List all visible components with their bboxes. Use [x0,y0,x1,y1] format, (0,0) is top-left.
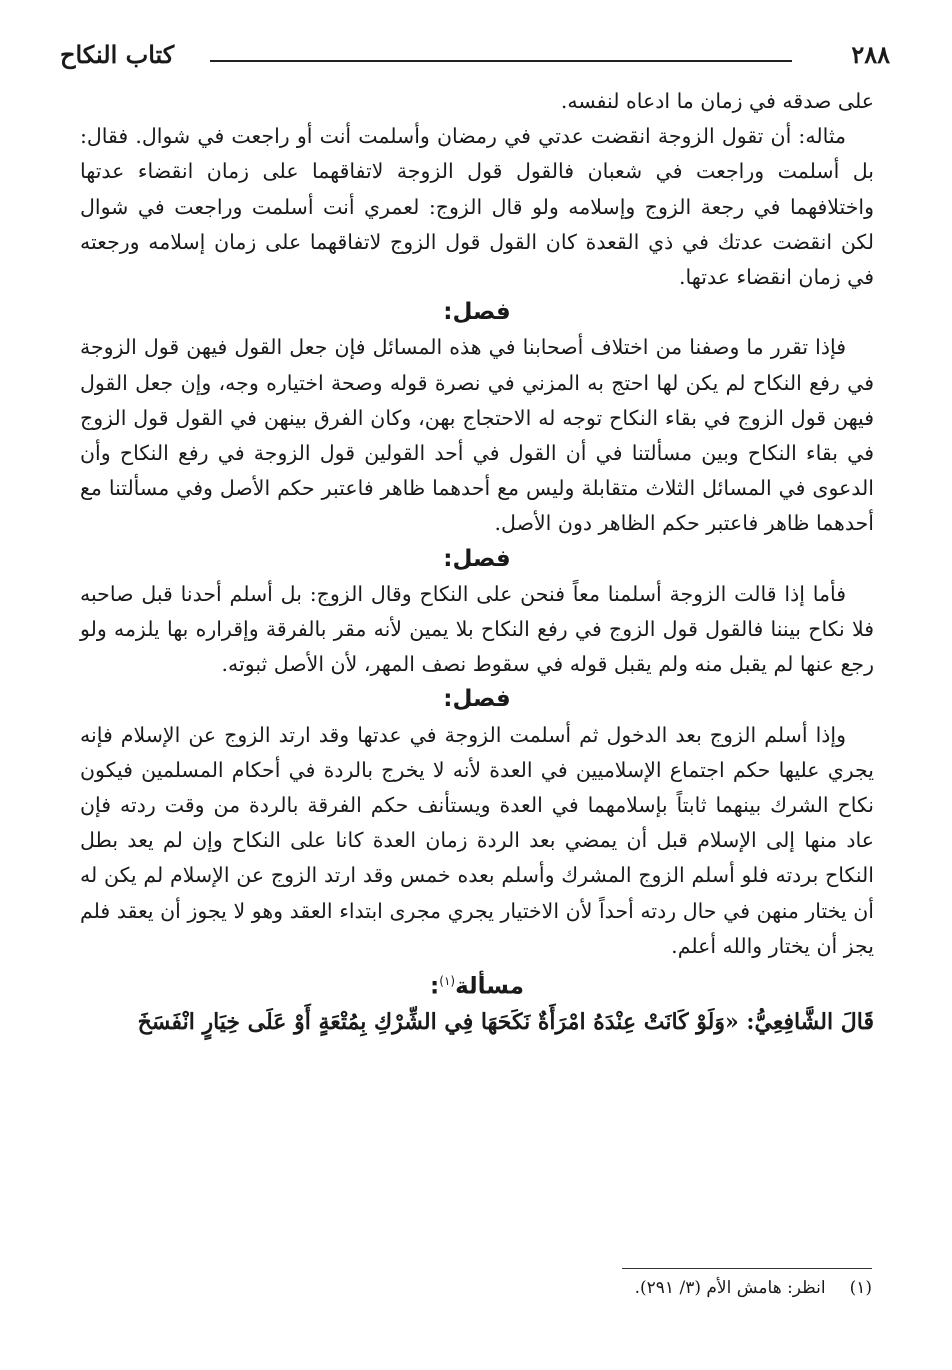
section-title: فصل: [443,299,511,326]
body-text [80,84,874,1040]
issue-title-text: مسألة [455,973,524,1000]
paragraph: فإذا تقرر ما وصفنا من اختلاف أصحابنا في هذه المسائل فإن جعل القول فيهن قول الزوجة في رفع النكاح لم يكن لها احتج به المزني في نصرة قوله وصحة اختياره وجه، وإن جعل القول فيهن قول الزوج في بقاء النكاح توجه له الاحتجاج بهن، وكان الفرق بينهن في القول قول الزوج في بقاء النكاح وبين مسألتنا في أن القول في أحد القولين قول الزوجة في رفع النكاح وأن الدعوى في المسائل الثلاث متقابلة وليس مع أحدهما ظاهر فاعتبر حكم الأصل وفي مسألتنا مع أحدهما ظاهر فاعتبر حكم الظاهر دون الأصل. [80,335,874,536]
page-number: ٢٨٨ [851,40,890,69]
paragraph: مثاله: أن تقول الزوجة انقضت عدتي في رمضان وأسلمت أنت أو راجعت في شوال. فقال: بل أسلمت وراجعت في شعبان فالقول قول الزوجة لاتفاقهما على زمان انقضاء عدتها واختلافهما في رجعة الزوج وإسلامه ولو قال الزوج: لعمري أنت أسلمت وراجعت في شوال لكن انقضت عدتك في ذي القعدة كان القول قول الزوج لاتفاقهما على زمان إسلامه ورجعته في زمان انقضاء عدتها. [80,124,874,290]
shafii-quote: قَالَ الشَّافِعِيُّ: «وَلَوْ كَانَتْ عِنْدَهُ امْرَأَةٌ نَكَحَهَا فِي الشِّرْكِ بِمُتْعَةٍ أَوْ عَلَى خِيَارٍ انْفَسَخَ [137,1008,874,1035]
issue-title-colon: : [430,973,440,1000]
footnote-text: انظر: هامش الأم (٣/ ٢٩١). [634,1278,826,1298]
paragraph: فأما إذا قالت الزوجة أسلمنا معاً فنحن على النكاح وقال الزوج: بل أسلم أحدنا قبل صاحبه فلا نكاح بيننا فالقول قول الزوج في رفع النكاح بلا يمين لأنه مقر بالفرقة وإقراره بها يلزمه ولو رجع عنها لم يقبل منه ولم يقبل قوله في سقوط نصف المهر، لأن الأصل ثبوته. [80,581,874,677]
section-title: فصل: [443,545,511,572]
issue-title [80,964,874,1005]
footnote-number: (١) [849,1278,872,1298]
footnote [635,1278,872,1298]
section-title: فصل: [443,686,511,713]
footnote-rule [622,1268,872,1269]
header-rule [210,60,792,62]
paragraph: على صدقه في زمان ما ادعاه لنفسه. [560,89,874,113]
paragraph: وإذا أسلم الزوج بعد الدخول ثم أسلمت الزوجة في عدتها وقد ارتد الزوج عن الإسلام فإنه يجري عليها حكم اجتماع الإسلاميين في العدة لأنه لا يخرج بالردة في أحكام المسلمين فيكون نكاح الشرك بينهما ثابتاً بإسلامهما في العدة ويستأنف حكم الفرقة بالردة من وقت ردته فإن عاد منها إلى الإسلام قبل أن يمضي بعد الردة زمان العدة كانا على النكاح وإن لم يعد بطل النكاح بردته فلو أسلم الزوج المشرك وأسلم بعده خمس وقد ارتد الزوج عن الإسلام لم يكن له أن يختار منهن في حال ردته أحداً لأن الاختيار يجري مجرى ابتداء العقد وهو لا يجوز أن يعقد فلم يجز أن يختار والله أعلم. [80,722,874,958]
book-title: كتاب النكاح [60,40,175,69]
page-header [60,38,890,78]
footnote-ref: (١) [439,974,456,989]
